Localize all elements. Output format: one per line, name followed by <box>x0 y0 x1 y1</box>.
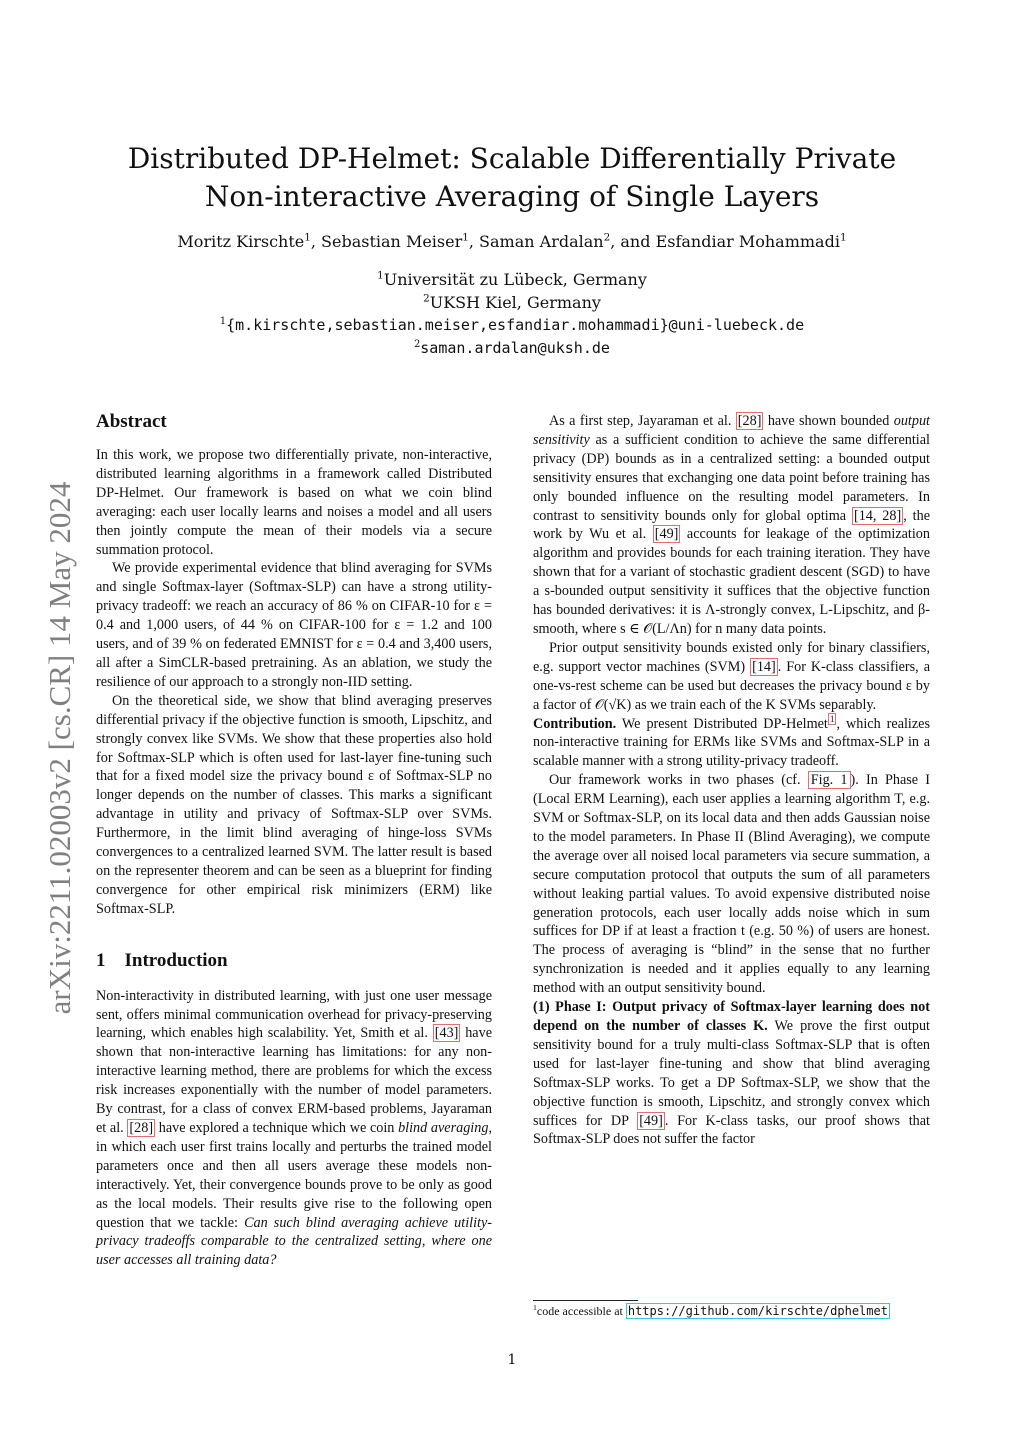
title-line-2: Non-interactive Averaging of Single Layers <box>204 180 820 213</box>
phase-paragraph: (1) Phase I: Output privacy of Softmax-layer learning does not depend on the number of classes K. We prove the first output sensitivity bound for a truly multi-class Softmax-SLP that is often used for last-layer fine-tuning and show that blind averaging Softmax-SLP works. To get a DP Softmax-SLP, we show that the objective function is smooth, Lipschitz, and strongly convex which suffices for DP [49] . For K-class tasks, our proof shows that Softmax-SLP does not suffer the factor <box>533 999 930 1148</box>
title-line-1: Distributed DP-Helmet: Scalable Differentially Private <box>127 142 897 175</box>
footnote-rule <box>533 1300 638 1301</box>
email-line-2: $^2$saman.ardalan@uksh.de <box>414 339 610 357</box>
page-number: 1 <box>507 1352 517 1368</box>
paper-title <box>60 140 964 216</box>
author-name: Saman Ardalan <box>479 232 604 251</box>
affiliation-2: $^2$UKSH Kiel, Germany <box>423 292 601 312</box>
code-url-link[interactable]: https://github.com/kirschte/dphelmet <box>627 1304 888 1318</box>
arxiv-stamp: arXiv:2211.02003v2 [cs.CR] 14 May 2024 <box>42 481 77 1015</box>
footnote-link[interactable]: 1 <box>829 713 835 724</box>
body-paragraph: Our framework works in two phases (cf. Fig. 1 ). In Phase I (Local ERM Learning), each user applies a learning algorithm T, e.g. SVM or Softmax-SLP, on its local data and then adds Gaussian noise to the model parameters. In Phase II (Blind Averaging), we compute the average over all noised local parameters via secure summation, a secure computation protocol that outputs the sum of all parameters without leaking partial values. To avoid expensive distributed noise generation protocols, each user locally adds noise which in sum suffices for DP if at least a fraction t (e.g. 50 %) of users are honest. The process of averaging is “blind” in the sense that no further synchronization is needed and it applies equally to any learning method with an output sensitivity bound. <box>533 772 930 997</box>
author-list: Moritz Kirschte$^1$, Sebastian Meiser$^1$, Saman Ardalan$^2$, and Esfandiar Mohammadi$^1$ <box>177 231 847 251</box>
author-name: and Esfandiar Mohammadi <box>620 232 840 251</box>
contribution-paragraph: Contribution. We present Distributed DP-Helmet $^1$ , which realizes non-interactive training for ERMs like SVMs and Softmax-SLP in a scalable manner with a strong utility-privacy tradeoff. <box>533 713 930 770</box>
abstract-paragraph: We provide experimental evidence that blind averaging for SVMs and single Softmax-layer (Softmax-SLP) can have a strong utility-privacy tradeoff: we reach an accuracy of 86 % on CIFAR-10 for ε = 0.4 and 1,000 users, of 44 % on CIFAR-100 for ε = 1.2 and 100 users, and of 39 % on federated EMNIST for ε = 0.4 and 3,400 users, all after a SimCLR-based pretraining. As an ablation, we study the resilience of our approach to a strongly non-IID setting. <box>96 560 492 690</box>
abstract-paragraph: In this work, we propose two differentially private, non-interactive, distributed learning algorithms in a framework called Distributed DP-Helmet. Our framework is based on what we coin blind averaging: each user locally learns and noises a model and all users then jointly compute the mean of their models via a secure summation protocol. <box>96 447 492 558</box>
citation-link[interactable]: [28] <box>129 1120 154 1136</box>
footnote: $^1$code accessible at https://github.com/kirschte/dphelmet <box>533 1303 888 1318</box>
citation-link[interactable]: [49] <box>639 1112 663 1129</box>
body-paragraph: Prior output sensitivity bounds existed only for binary classifiers, e.g. support vector machines (SVM) [14] . For K-class classifiers, a one-vs-rest scheme can be used but decreases the privacy bound ε by a factor of 𝒪(√K) as we train each of the K SVMs separably. <box>533 639 930 713</box>
citation-link[interactable]: [43] <box>434 1025 459 1042</box>
left-column <box>96 410 492 1270</box>
citation-link[interactable]: [14] <box>752 658 776 675</box>
author-name: Moritz Kirschte <box>177 232 305 251</box>
figure-link[interactable]: Fig. 1 <box>808 771 851 789</box>
intro-paragraph: Non-interactivity in distributed learning, with just one user message sent, offers minimal communication overhead for privacy-preserving learning, which enables high scalability. Yet, Smith et al. [43] have shown that non-interactive learning has limitations: for any non-interactive learning method, there are problems for which the excess risk increases exponentially with the number of model parameters. By contrast, for a class of convex ERM-based problems, Jayaraman et al. [28] have explored a technique which we coin blind averaging, in which each user first trains locally and perturbs the trained model parameters once and then all users average these models non-interactively. Yet, their convergence bounds prove to be only as good as the local models. Their results give rise to the following open question that we tackle: Can such blind averaging achieve utility-privacy tradeoffs comparable to the centralized setting, where one user accesses all training data? <box>96 987 492 1269</box>
right-column <box>533 412 930 1149</box>
section-heading-introduction: 1 Introduction <box>96 949 228 971</box>
citation-link[interactable]: [49] <box>654 526 679 543</box>
citation-link[interactable]: [14, 28] <box>853 507 902 524</box>
email-line-1: $^1${m.kirschte,sebastian.meiser,esfandiar.mohammadi}@uni-luebeck.de <box>219 316 805 334</box>
citation-link[interactable]: [28] <box>737 413 762 429</box>
body-paragraph: As a first step, Jayaraman et al. [28] have shown bounded output sensitivity as a sufficient condition to achieve the same differential privacy (DP) bounds as in a centralized setting: a bounded output sensitivity ensures that exchanging one data point before training has only bounded influence on the resulting model parameters. In contrast to sensitivity bounds only for global optima [14, 28] , the work by Wu et al. [49] accounts for leakage of the optimization algorithm and provides bounds for each training iteration. They have shown that for a variant of stochastic gradient descent (SGD) to have a s-bounded output sensitivity it suffices that the objective function has bounded derivatives: it is Λ-strongly convex, L-Lipschitz, and β-smooth, where s ∈ 𝒪(L/Λn) for n many data points. <box>533 413 930 637</box>
abstract-paragraph: On the theoretical side, we show that blind averaging preserves differential privacy if the objective function is smooth, Lipschitz, and strongly convex like SVMs. We show that these properties also hold for Softmax-SLP which is often used for last-layer fine-tuning such that for a fixed model size the privacy bound ε of Softmax-SLP no longer depends on the number of classes. This marks a significant advantage in utility and privacy of Softmax-SLP over SVMs. Furthermore, in the limit blind averaging of hinge-loss SVMs convergences to a centralized learned SVM. The latter result is based on the representer theorem and can be seen as a blueprint for finding convergence for other empirical risk minimizers (ERM) like Softmax-SLP. <box>96 692 492 917</box>
affiliation-1: $^1$Universität zu Lübeck, Germany <box>377 269 647 289</box>
abstract-heading: Abstract <box>96 411 167 432</box>
author-name: Sebastian Meiser <box>321 232 463 251</box>
